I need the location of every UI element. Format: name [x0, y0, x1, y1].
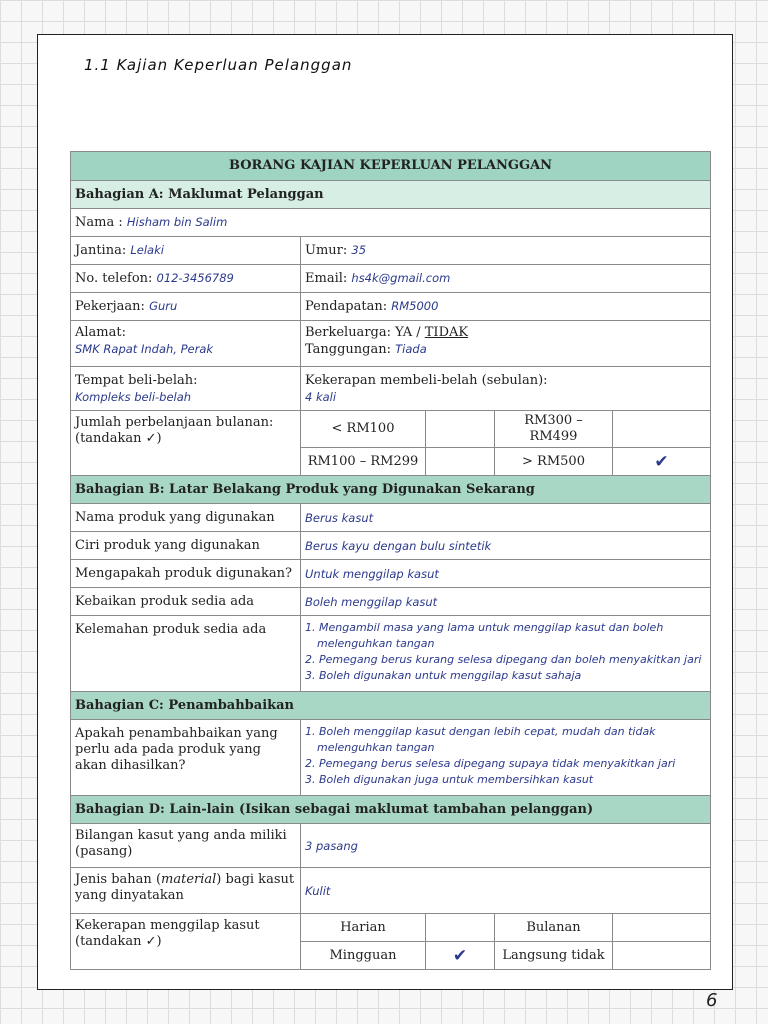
name-row: [71, 209, 711, 237]
spend-instruction: (tandakan ✓): [75, 431, 162, 446]
job-income-row: [71, 293, 711, 321]
shoes-count-value[interactable]: 3 pasang: [301, 824, 711, 868]
spend-checkbox-under-100[interactable]: [426, 411, 495, 448]
product-name-value[interactable]: Berus kasut: [301, 504, 711, 532]
job-label: Pekerjaan:: [75, 299, 145, 314]
product-weakness-label: Kelemahan produk sedia ada: [71, 616, 301, 692]
shoes-count-label: Bilangan kasut yang anda miliki (pasang): [71, 824, 301, 868]
polish-checkbox-daily[interactable]: [426, 914, 495, 942]
section-b-header: [71, 476, 711, 504]
shop-freq-label: Kekerapan membeli-belah (sebulan):: [305, 373, 548, 388]
phone-cell: [71, 265, 301, 293]
section-b-title: Bahagian B: Latar Belakang Produk yang Digunakan Sekarang: [71, 476, 711, 504]
polish-checkbox-weekly[interactable]: ✔: [426, 942, 495, 970]
spend-option-100-299: RM100 – RM299: [301, 448, 426, 476]
email-label: Email:: [305, 271, 348, 286]
spend-label-cell: [71, 411, 301, 476]
product-reason-value[interactable]: Untuk menggilap kasut: [301, 560, 711, 588]
spend-label: Jumlah perbelanjaan bulanan:: [75, 415, 274, 430]
section-c-header: [71, 692, 711, 720]
phone-label: No. telefon:: [75, 271, 153, 286]
age-label: Umur:: [305, 243, 348, 258]
income-value[interactable]: RM5000: [391, 299, 439, 313]
improvement-item: 3. Boleh digunakan juga untuk membersihkan kasut: [305, 773, 594, 786]
spend-row-1: [71, 411, 711, 448]
spend-checkbox-100-299[interactable]: [426, 448, 495, 476]
spend-checkbox-300-499[interactable]: [613, 411, 711, 448]
email-value[interactable]: hs4k@gmail.com: [351, 271, 451, 285]
shop-place-value[interactable]: Kompleks beli-belah: [75, 390, 192, 404]
product-reason-label: Mengapakah produk digunakan?: [71, 560, 301, 588]
family-option-yes[interactable]: YA: [395, 325, 413, 340]
material-value[interactable]: Kulit: [301, 868, 711, 914]
improvement-row: [71, 720, 711, 796]
material-row: [71, 868, 711, 914]
spend-checkbox-over-500[interactable]: ✔: [613, 448, 711, 476]
income-label: Pendapatan:: [305, 299, 388, 314]
family-cell: [301, 321, 711, 367]
shopping-row: [71, 367, 711, 411]
phone-email-row: [71, 265, 711, 293]
polish-checkbox-monthly[interactable]: [613, 914, 711, 942]
address-label: Alamat:: [75, 325, 126, 340]
product-row: [71, 504, 711, 532]
weakness-item: 3. Boleh digunakan untuk menggilap kasut sahaja: [305, 669, 582, 682]
age-cell: [301, 237, 711, 265]
job-value[interactable]: Guru: [149, 299, 178, 313]
improvement-item: 2. Pemegang berus selesa dipegang supaya tidak menyakitkan jari: [305, 757, 676, 770]
product-strength-label: Kebaikan produk sedia ada: [71, 588, 301, 616]
shop-freq-cell: [301, 367, 711, 411]
product-weakness-row: [71, 616, 711, 692]
polish-option-never: Langsung tidak: [495, 942, 613, 970]
gender-age-row: [71, 237, 711, 265]
family-label: Berkeluarga:: [305, 325, 391, 340]
spend-option-under-100: < RM100: [301, 411, 426, 448]
name-label: Nama :: [75, 215, 123, 230]
age-value[interactable]: 35: [351, 243, 367, 257]
customer-survey-form: [70, 151, 711, 970]
dependents-value[interactable]: Tiada: [395, 342, 427, 356]
product-feature-row: [71, 532, 711, 560]
section-heading: 1.1 Kajian Keperluan Pelanggan: [84, 56, 353, 74]
section-a-title: Bahagian A: Maklumat Pelanggan: [71, 181, 711, 209]
polish-option-weekly: Mingguan: [301, 942, 426, 970]
product-weakness-list[interactable]: [301, 616, 711, 692]
product-strength-row: [71, 588, 711, 616]
email-cell: [301, 265, 711, 293]
gender-value[interactable]: Lelaki: [130, 243, 164, 257]
polish-option-monthly: Bulanan: [495, 914, 613, 942]
address-family-row: [71, 321, 711, 367]
address-value[interactable]: SMK Rapat Indah, Perak: [75, 342, 214, 356]
name-value[interactable]: Hisham bin Salim: [126, 215, 228, 229]
job-cell: [71, 293, 301, 321]
section-a-header: [71, 181, 711, 209]
shop-place-label: Tempat beli-belah:: [75, 373, 198, 388]
dependents-label: Tanggungan:: [305, 342, 391, 357]
polish-row-1: [71, 914, 711, 942]
dependents-line: [305, 341, 706, 358]
form-title-row: [71, 152, 711, 181]
weakness-item: 2. Pemegang berus kurang selesa dipegang dan boleh menyakitkan jari: [305, 653, 702, 666]
spend-option-over-500: > RM500: [495, 448, 613, 476]
improvement-list[interactable]: [301, 720, 711, 796]
polish-checkbox-never[interactable]: [613, 942, 711, 970]
polish-option-daily: Harian: [301, 914, 426, 942]
improvement-item: 1. Boleh menggilap kasut dengan lebih cepat, mudah dan tidak melenguhkan tangan: [305, 725, 656, 754]
family-separator: /: [416, 325, 421, 340]
gender-label: Jantina:: [75, 243, 127, 258]
income-cell: [301, 293, 711, 321]
shop-place-cell: [71, 367, 301, 411]
spend-option-300-499: RM300 – RM499: [495, 411, 613, 448]
polish-label-cell: [71, 914, 301, 970]
phone-value[interactable]: 012-3456789: [156, 271, 234, 285]
product-name-label: Nama produk yang digunakan: [71, 504, 301, 532]
weakness-item: 1. Mengambil masa yang lama untuk menggilap kasut dan boleh melenguhkan tangan: [305, 621, 664, 650]
address-cell: [71, 321, 301, 367]
section-c-title: Bahagian C: Penambahbaikan: [71, 692, 711, 720]
shoes-count-row: [71, 824, 711, 868]
form-title: BORANG KAJIAN KEPERLUAN PELANGGAN: [71, 152, 711, 181]
product-reason-row: [71, 560, 711, 588]
product-feature-label: Ciri produk yang digunakan: [71, 532, 301, 560]
gender-cell: [71, 237, 301, 265]
polish-label: Kekerapan menggilap kasut: [75, 918, 260, 933]
section-d-title: Bahagian D: Lain-lain (Isikan sebagai maklumat tambahan pelanggan): [71, 796, 711, 824]
material-label: Jenis bahan (material) bagi kasut yang dinyatakan: [71, 868, 301, 914]
name-cell: [71, 209, 711, 237]
page-number: 6: [706, 990, 718, 1011]
section-d-header: [71, 796, 711, 824]
shop-freq-value[interactable]: 4 kali: [305, 390, 337, 404]
family-line: [305, 325, 706, 341]
polish-instruction: (tandakan ✓): [75, 934, 162, 949]
product-strength-value[interactable]: Boleh menggilap kasut: [301, 588, 711, 616]
family-option-no[interactable]: TIDAK: [424, 325, 469, 340]
improvement-label: Apakah penambahbaikan yang perlu ada pada produk yang akan dihasilkan?: [71, 720, 301, 796]
product-feature-value[interactable]: Berus kayu dengan bulu sintetik: [301, 532, 711, 560]
